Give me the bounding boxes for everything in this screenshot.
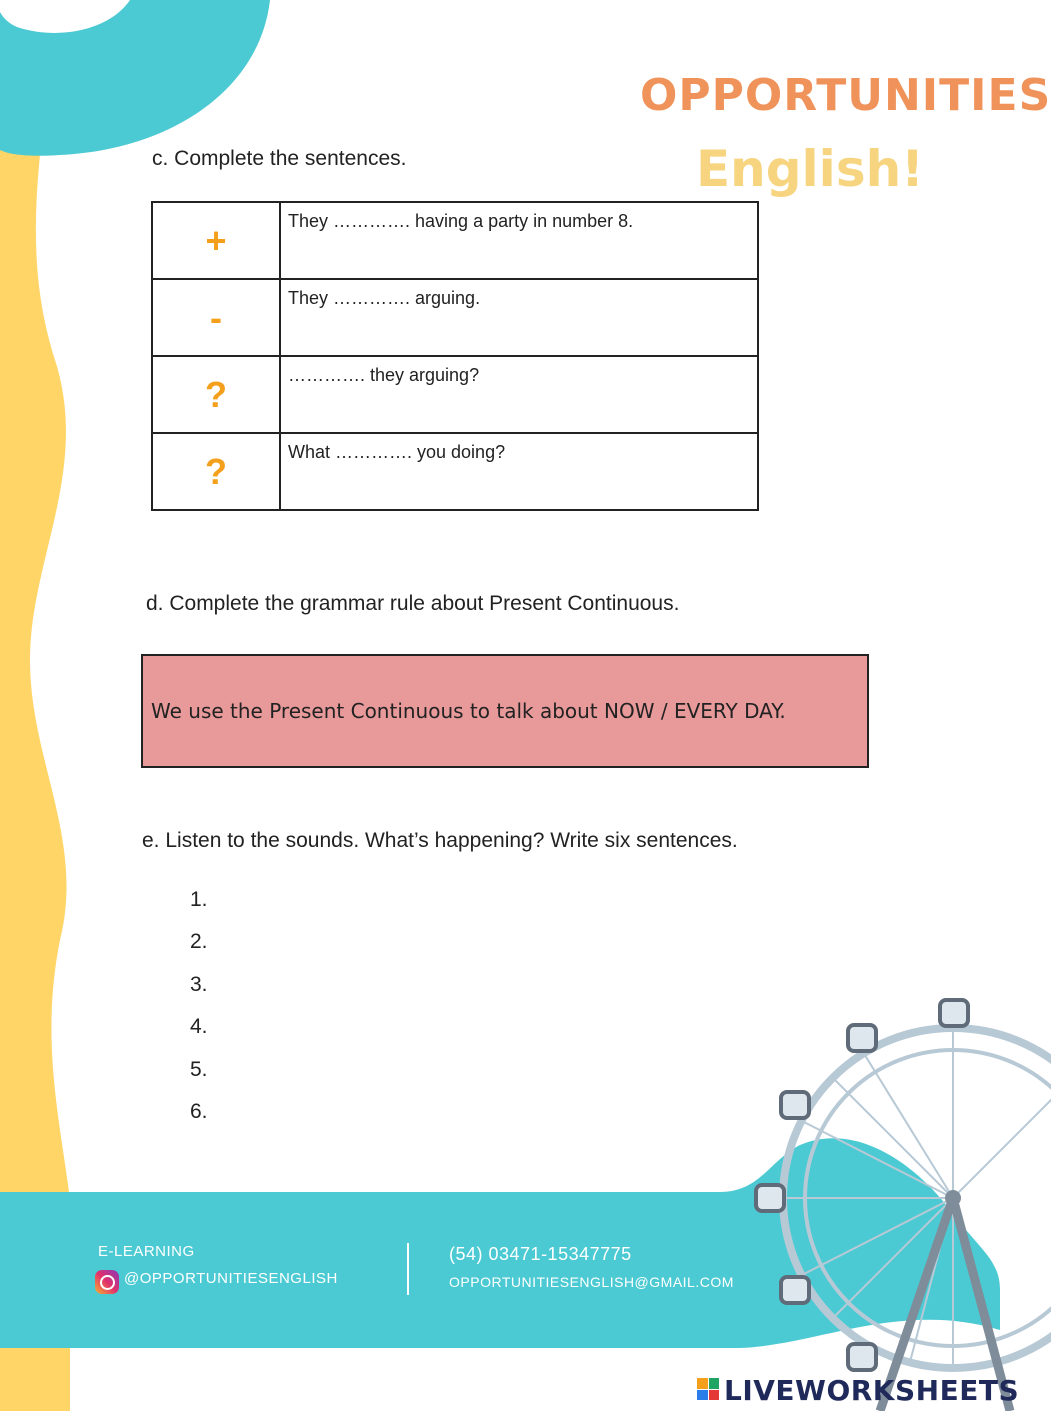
- footer-divider: [407, 1243, 409, 1295]
- minus-symbol: -: [152, 279, 280, 356]
- section-e-heading: e. Listen to the sounds. What’s happening? Write six sentences.: [142, 829, 738, 852]
- list-item[interactable]: 6.: [190, 1099, 208, 1123]
- brand-subtitle: English!: [696, 140, 924, 198]
- question-symbol: ?: [152, 356, 280, 433]
- question-symbol: ?: [152, 433, 280, 510]
- sentence-cell[interactable]: What …………. you doing?: [280, 433, 758, 510]
- list-item[interactable]: 2.: [190, 930, 208, 954]
- table-row: [152, 433, 758, 510]
- grammar-rule-text: We use the Present Continuous to talk about NOW / EVERY DAY.: [151, 699, 786, 723]
- grammar-rule-box[interactable]: [141, 654, 869, 768]
- section-c-heading: c. Complete the sentences.: [152, 147, 407, 170]
- instagram-handle[interactable]: @OPPORTUNITIESENGLISH: [124, 1270, 338, 1287]
- list-item[interactable]: 3.: [190, 972, 208, 996]
- sentence-cell[interactable]: They …………. having a party in number 8.: [280, 202, 758, 279]
- phone-number[interactable]: (54) 03471-15347775: [449, 1244, 632, 1264]
- brand-title: OPPORTUNITIES: [640, 70, 1051, 121]
- table-row: [152, 279, 758, 356]
- liveworksheets-logo-icon: [697, 1378, 719, 1400]
- table-row: [152, 202, 758, 279]
- section-d-heading: d. Complete the grammar rule about Present Continuous.: [146, 592, 680, 615]
- elearning-label: E-LEARNING: [98, 1243, 195, 1260]
- instagram-icon: [95, 1270, 119, 1294]
- list-item[interactable]: 1.: [190, 888, 208, 911]
- sentence-cell[interactable]: They …………. arguing.: [280, 279, 758, 356]
- list-item[interactable]: 5.: [190, 1057, 208, 1081]
- liveworksheets-watermark: LIVEWORKSHEETS: [724, 1374, 1020, 1407]
- plus-symbol: +: [152, 202, 280, 279]
- email-address[interactable]: OPPORTUNITIESENGLISH@GMAIL.COM: [449, 1274, 734, 1290]
- answer-list: [190, 888, 208, 1142]
- sentence-cell[interactable]: …………. they arguing?: [280, 356, 758, 433]
- table-row: [152, 356, 758, 433]
- sentences-table: [151, 201, 759, 511]
- list-item[interactable]: 4.: [190, 1015, 208, 1039]
